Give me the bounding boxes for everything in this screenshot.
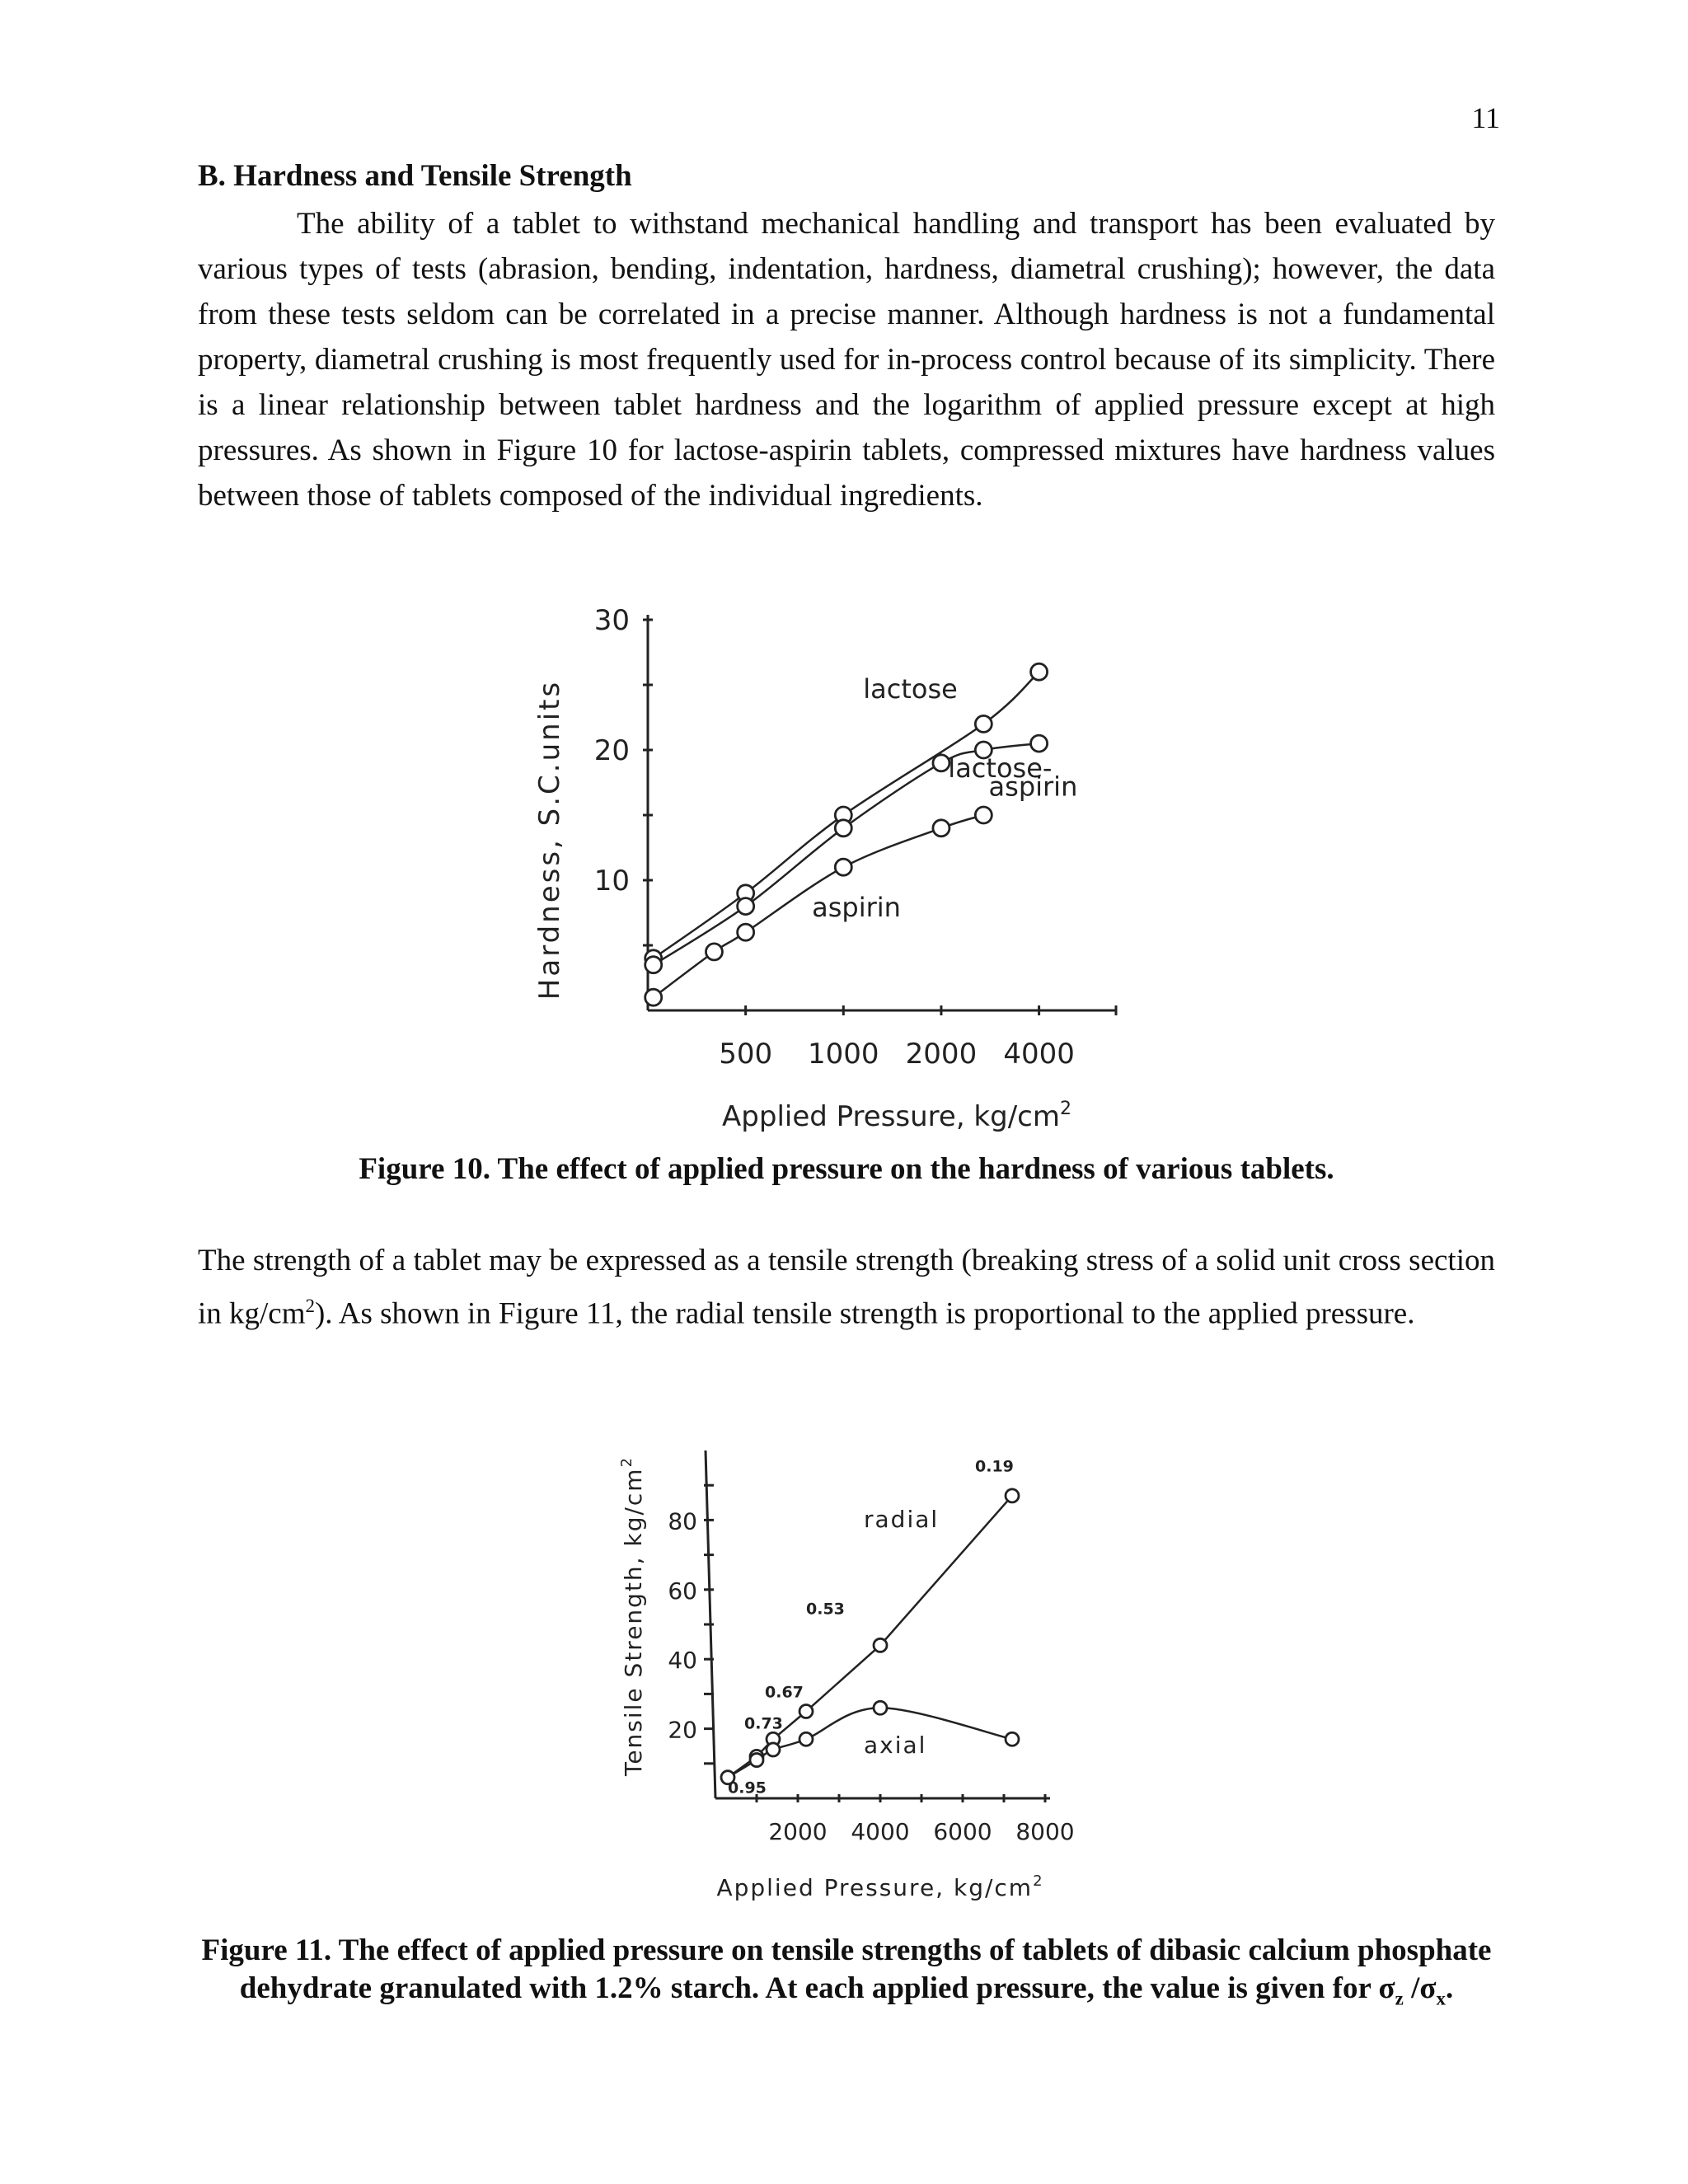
tensile-chart-svg (593, 1409, 1104, 1920)
x-tick-label: 6000 (933, 1818, 992, 1845)
figure-10-hardness-chart (528, 593, 1154, 1154)
paragraph-tensile-sup: 2 (305, 1296, 315, 1316)
data-point-axial (799, 1732, 813, 1746)
ratio-annotation: 0.19 (975, 1457, 1014, 1476)
x-tick-label: 2000 (905, 1038, 978, 1071)
label-lactose-aspirin: lactose- (948, 752, 1053, 785)
data-point-lactose (975, 715, 992, 732)
label-lactose: lactose (863, 673, 958, 705)
y-tick-label: 20 (668, 1716, 697, 1744)
data-point-lactose-aspirin (835, 820, 851, 837)
ratio-annotation: 0.73 (744, 1714, 783, 1733)
ratio-annotation: 0.95 (728, 1779, 767, 1797)
data-point-lactose-aspirin (1031, 735, 1048, 752)
data-point-aspirin (835, 859, 851, 875)
x-tick-label: 500 (719, 1038, 773, 1071)
y-tick-label: 80 (668, 1507, 697, 1535)
label-radial: radial (864, 1505, 940, 1533)
data-point-lactose-aspirin (933, 755, 950, 771)
y-tick-label: 30 (593, 604, 630, 637)
y-axis-label-sup: 2 (618, 1455, 635, 1468)
sigma-x: σ (1419, 1971, 1437, 2005)
x-tick-label: 4000 (851, 1818, 910, 1845)
figure-11-caption (198, 1932, 1495, 2018)
label-aspirin: aspirin (812, 892, 901, 924)
page-number: 11 (1471, 101, 1500, 134)
y-tick-label: 40 (668, 1647, 697, 1675)
paragraph-tensile-text-1: The strength of a tablet may be expressed as a tensile strength (breaking stress of a solid unit cross section in kg/cm (198, 1244, 1495, 1331)
sub-x: x (1436, 1988, 1446, 2009)
label-lactose-aspirin-2: aspirin (988, 771, 1078, 803)
ratio-annotation: 0.67 (765, 1683, 804, 1702)
sigma-z: σ (1378, 1971, 1395, 2005)
hardness-chart-svg (528, 593, 1154, 1154)
data-point-aspirin (645, 989, 662, 1005)
data-point-aspirin (738, 924, 754, 940)
figure-10-caption: Figure 10. The effect of applied pressure on the hardness of various tablets. (359, 1152, 1334, 1186)
x-axis-label-sup: 2 (1033, 1872, 1044, 1890)
y-tick-label: 20 (593, 734, 630, 767)
caption-slash: / (1403, 1971, 1420, 2005)
data-point-aspirin (975, 807, 992, 823)
y-tick-label: 10 (593, 865, 630, 898)
x-axis-label-sup: 2 (1059, 1099, 1071, 1119)
figure-11-tensile-chart (593, 1409, 1104, 1920)
x-tick-label: 2000 (768, 1818, 828, 1845)
x-tick-label: 8000 (1015, 1818, 1075, 1845)
data-point-lactose-aspirin (738, 898, 754, 915)
x-axis-label: Applied Pressure, $kg/cm^2$ (716, 1872, 1044, 1901)
data-point-axial (750, 1754, 763, 1767)
data-point-axial (767, 1743, 780, 1756)
data-point-radial (874, 1638, 887, 1652)
figure-11-caption-text: Figure 11. The effect of applied pressure on tensile strengths of tablets of dibasic calcium phosphate dehydrate granulated with 1.2% starch. At each applied pressure, the value is given for (201, 1933, 1492, 2005)
y-tick-label: 60 (668, 1577, 697, 1605)
data-point-aspirin (933, 820, 950, 837)
data-point-radial (1006, 1489, 1019, 1502)
section-heading: B. Hardness and Tensile Strength (198, 159, 632, 193)
paragraph-tensile (198, 1238, 1495, 1336)
data-point-axial (874, 1701, 887, 1714)
sub-z: z (1395, 1988, 1404, 2009)
ratio-annotation: 0.53 (806, 1600, 845, 1619)
x-tick-label: 4000 (1003, 1038, 1075, 1071)
y-axis-label: Tensile Strength, $kg/cm^2$ (618, 1455, 647, 1777)
data-point-radial (799, 1705, 813, 1718)
x-axis-label: Applied Pressure, $kg/cm^2$ (722, 1099, 1071, 1133)
caption-end: . (1445, 1971, 1454, 2005)
data-point-lactose (1031, 663, 1048, 680)
x-tick-label: 1000 (808, 1038, 879, 1071)
data-point-axial (1006, 1732, 1019, 1746)
paragraph-tensile-text-2: ). As shown in Figure 11, the radial tensile strength is proportional to the applied pressure. (314, 1296, 1415, 1331)
label-axial: axial (864, 1732, 927, 1760)
data-point-lactose-aspirin (645, 957, 662, 973)
data-point-aspirin (706, 944, 722, 960)
paragraph-hardness: The ability of a tablet to withstand mechanical handling and transport has been evaluated by various types of tests (abrasion, bending, indentation, hardness, diametral crushing); however, the data from these tests seldom can be correlated in a precise manner. Although hardness is not a fundamental property, diametral crushing is most frequently used for in-process control because of its simplicity. There is a linear relationship between tablet hardness and the logarithm of applied pressure except at high pressures. As shown in Figure 10 for lactose-aspirin tablets, compressed mixtures have hardness values between those of tablets composed of the individual ingredients. (198, 207, 1495, 513)
y-axis-label: Hardness, S.C.units (533, 679, 566, 1001)
